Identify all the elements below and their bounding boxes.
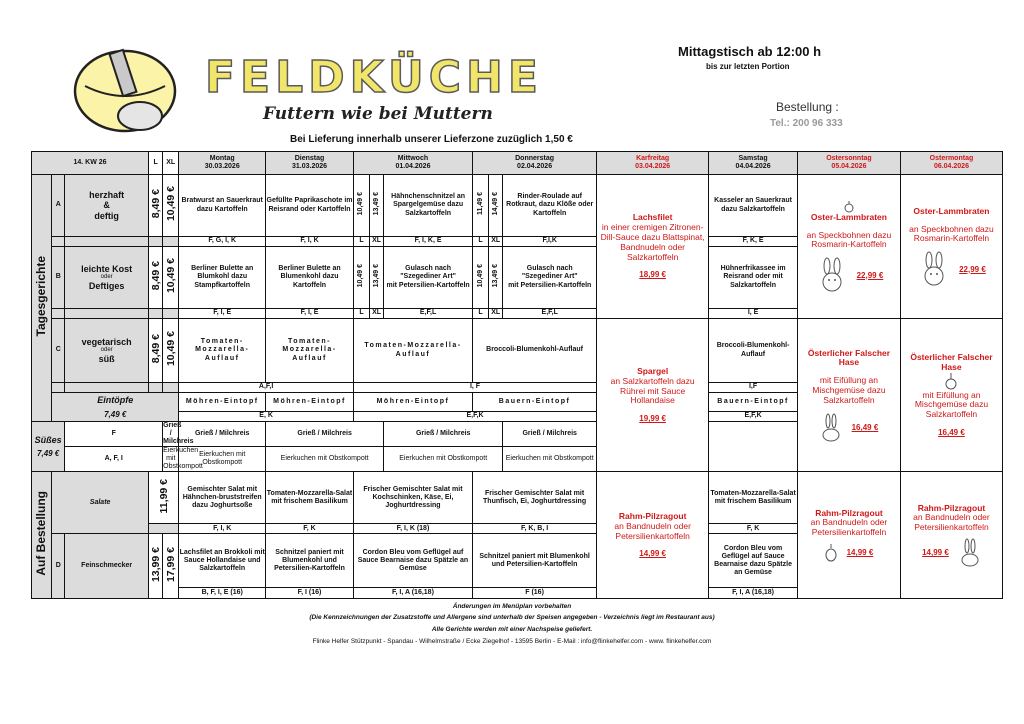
footer-contact: Flinke Helfer Stützpunkt - Spandau - Wilhelmstraße / Ecke Ziegelhof - 13595 Berlin - E-Mail : info@flinkehelfer.com - www. flinkehelfer.com — [312, 638, 712, 645]
price-a-wed-l: 10,49 € — [353, 175, 369, 237]
price-a-xl: 10,49 € — [163, 175, 179, 237]
table-row — [32, 472, 1003, 524]
price-c-l: 8,49 € — [149, 319, 163, 383]
category-a-name: herzhaft & deftig — [65, 175, 149, 237]
dish-salat-monday: Gemischter Salat mit Hähnchen-bruststreifen dazu Joghurtsoße — [179, 472, 266, 524]
allergen-row: B, F, I, E (16) F, I (16) F, I, A (16,18) F (16) F, I, A (16,18) — [32, 588, 1003, 599]
bunny-icon — [815, 258, 849, 292]
special-eastermonday-lamb: Oster-Lammbraten an Speckbohnen dazu Rosmarin-Kartoffeln 22,99 € — [900, 175, 1002, 319]
dish-eintopf-thursday: Bauern-Eintopf — [473, 393, 597, 412]
dish-c-saturday: Broccoli-Blumenkohl-Auflauf — [709, 319, 798, 383]
footer-allergens: (Die Kennzeichnungen der Zusatzstoffe und Allergene sind unterhalb der Speisen angegeben - Verzeichnis liegt im Restaurant aus) — [309, 614, 715, 621]
price-a-thu-l: 11,49 € — [473, 175, 489, 237]
table-row — [32, 175, 1003, 237]
dish-suess-top-tuesday: Grieß / Milchreis — [179, 422, 266, 447]
dish-salat-wednesday: Frischer Gemischter Salat mit Kochschinken, Käse, Ei, Joghurtdressing — [353, 472, 472, 524]
dish-a-wednesday: Hähnchenschnitzel an Spargelgemüse dazu Salzkartoffeln — [384, 175, 473, 237]
dish-suess-top-thursday: Grieß / Milchreis — [384, 422, 503, 447]
special-eastersunday-pilz: Rahm-Pilzragout an Bandnudeln oder Petersilienkartoffeln 14,99 € — [797, 472, 900, 599]
dish-suess-bottom-saturday: Eierkuchen mit Obstkompott — [503, 447, 597, 472]
category-eintopf: Eintöpfe 7,49 € — [52, 393, 179, 422]
dish-eintopf-tuesday: Möhren-Eintopf — [266, 393, 354, 412]
allergen-row: F, G, I, K F, I, K L XL F, I, K, E L XL F,I,K F, K, E — [32, 237, 1003, 247]
dish-c-thursday: Broccoli-Blumenkohl-Auflauf — [473, 319, 597, 383]
dish-salat-saturday: Tomaten-Mozzarella-Salat mit frischem Basilikum — [709, 472, 798, 524]
dish-c-monday: Tomaten-Mozzarella-Auflauf — [179, 319, 266, 383]
lunch-subtitle: bis zur letzten Portion — [706, 62, 790, 71]
dish-eintopf-saturday: Bauern-Eintopf — [709, 393, 798, 412]
footer-dessert: Alle Gerichte werden mit einer Nachspeise geliefert. — [431, 626, 593, 633]
category-b-name: leichte Kost oder Deftiges — [65, 247, 149, 309]
day-header-thursday: Donnerstag 02.04.2026 — [473, 152, 597, 175]
dish-d-tuesday: Schnitzel paniert mit Blumenkohl und Petersilien-Kartoffeln — [266, 534, 354, 588]
side-label-order: Auf Bestellung — [32, 472, 52, 599]
order-label: Bestellung : — [776, 100, 839, 114]
special-eastersunday-hase: Österlicher Falscher Hase mit Eifüllung an Mischgemüse dazu Salzkartoffeln 16,49 € — [797, 319, 900, 472]
dish-suess-top-monday: Grieß / Milchreis — [163, 422, 194, 446]
dish-eintopf-wednesday: Möhren-Eintopf — [353, 393, 472, 412]
price-d-xl: 17,99 € — [163, 534, 179, 599]
category-salate: Salate — [52, 472, 149, 534]
special-goodfriday-lachs: Lachsfilet in einer cremigen Zitronen-Dill-Sauce dazu Blattspinat, Bandnudeln oder Salzkartoffeln 18,99 € — [597, 175, 709, 319]
price-a-thu-xl: 14,49 € — [489, 175, 503, 237]
table-row — [32, 319, 1003, 383]
allergen-row: A,F,I I, F I,F — [32, 383, 1003, 393]
special-eastermonday-pilz: Rahm-Pilzragout an Bandnudeln oder Petersilienkartoffeln 14,99 € — [900, 472, 1002, 599]
ornament-icon — [945, 373, 957, 391]
category-suess: Süßes 7,49 € — [32, 422, 65, 472]
size-l-header: L — [149, 152, 163, 175]
dish-a-saturday: Kasseler an Sauerkraut dazu Salzkartoffeln — [709, 175, 798, 237]
price-b-xl: 10,49 € — [163, 247, 179, 309]
price-b-l: 8,49 € — [149, 247, 163, 309]
day-header-goodfriday: Karfreitag 03.04.2026 — [597, 152, 709, 175]
slogan: Futtern wie bei Muttern — [263, 104, 493, 124]
special-eastermonday-hase: Österlicher Falscher Hase mit Eifüllung an Mischgemüse dazu Salzkartoffeln 16,49 € — [900, 319, 1002, 472]
category-d-name: Feinschmecker — [65, 534, 149, 599]
dish-a-thursday: Rinder-Roulade auf Rotkraut, dazu Klöße oder Kartoffeln — [503, 175, 597, 237]
table-header-row — [32, 152, 1003, 175]
ornament-icon — [844, 201, 854, 213]
allergen-row: F, I, E F, I, E L XL E,F,L L XL E,F,L I, E — [32, 309, 1003, 319]
size-xl-header: XL — [163, 152, 179, 175]
dish-b-tuesday: Berliner Bulette an Blumenkohl dazu Kartoffeln — [266, 247, 354, 309]
day-header-eastersunday: Ostersonntag 05.04.2026 — [797, 152, 900, 175]
table-row: Süßes 7,49 € F Grieß / Milchreis Grieß / Milchreis Grieß / Milchreis Grieß / Milchreis Grieß / Milchreis — [32, 422, 1003, 447]
day-header-wednesday: Mittwoch 01.04.2026 — [353, 152, 472, 175]
dish-suess-top-wednesday: Grieß / Milchreis — [266, 422, 384, 447]
dish-a-tuesday: Gefüllte Paprikaschote im Reisrand oder Kartoffeln — [266, 175, 354, 237]
bunny-icon — [959, 539, 981, 567]
day-header-monday: Montag 30.03.2026 — [179, 152, 266, 175]
price-a-wed-xl: 13,49 € — [370, 175, 384, 237]
special-eastersunday-lamb: Oster-Lammbraten an Speckbohnen dazu Rosmarin-Kartoffeln 22,99 € — [797, 175, 900, 319]
special-goodfriday-spargel: Spargel an Salzkartoffeln dazu Rührei mit Sauce Hollandaise 19,99 € — [597, 319, 709, 472]
footer-changes: Änderungen im Menüplan vorbehalten — [452, 603, 572, 610]
price-salate: 11,99 € — [149, 472, 179, 524]
dish-suess-bottom-thursday: Eierkuchen mit Obstkompott — [384, 447, 503, 472]
dish-suess-bottom-wednesday: Eierkuchen mit Obstkompott — [266, 447, 384, 472]
day-header-tuesday: Dienstag 31.03.2026 — [266, 152, 354, 175]
delivery-note: Bei Lieferung innerhalb unserer Lieferzone zuzüglich 1,50 € — [290, 134, 573, 145]
category-letter-b: B — [52, 247, 65, 309]
table-row: A, F, I Eierkuchen mit Obstkompott Eierkuchen mit Obstkompott Eierkuchen mit Obstkompott Eierkuchen mit Obstkompott Eierkuchen mit Obstkompott — [32, 447, 1003, 472]
dish-c-wednesday: Tomaten-Mozzarella-Auflauf — [353, 319, 472, 383]
lunch-title: Mittagstisch ab 12:00 h — [678, 44, 822, 59]
day-header-eastermonday: Ostermontag 06.04.2026 — [900, 152, 1002, 175]
special-goodfriday-pilz: Rahm-Pilzragout an Bandnudeln oder Petersilienkartoffeln 14,99 € — [597, 472, 709, 599]
dish-eintopf-monday: Möhren-Eintopf — [179, 393, 266, 412]
dish-d-monday: Lachsfilet an Brokkoli mit Sauce Hollandaise und Salzkartoffeln — [179, 534, 266, 588]
price-a-l: 8,49 € — [149, 175, 163, 237]
dish-suess-bottom-monday: Eierkuchen mit Obstkompott — [163, 447, 203, 471]
dish-b-thursday: Gulasch nach "Szegediner Art" mit Petersilien-Kartoffeln — [503, 247, 597, 309]
category-letter-a: A — [52, 175, 65, 237]
week-label: 14. KW 26 — [32, 152, 149, 175]
bunny-icon — [820, 414, 842, 442]
day-header-saturday: Samstag 04.04.2026 — [709, 152, 798, 175]
price-b-wed-l: 10,49 € — [353, 247, 369, 309]
dish-salat-tuesday: Tomaten-Mozzarella-Salat mit frischem Basilikum — [266, 472, 354, 524]
brand-name: FELDKÜCHE — [205, 52, 543, 103]
phone-number: Tel.: 200 96 333 — [770, 118, 843, 129]
allergen-row: E, K E,F,K E,F,K — [32, 412, 1003, 422]
category-c-name: vegetarisch oder süß — [65, 319, 149, 383]
price-d-l: 13,99 € — [149, 534, 163, 599]
dish-d-thursday: Schnitzel paniert mit Blumenkohl und Petersilien-Kartoffeln — [473, 534, 597, 588]
dish-suess-bottom-tuesday: Eierkuchen mit Obstkompott — [179, 447, 266, 472]
bunny-icon — [917, 252, 951, 286]
dish-b-monday: Berliner Bulette an Blumkohl dazu Stampfkartoffeln — [179, 247, 266, 309]
dish-b-saturday: Hühnerfrikassee im Reisrand oder mit Salzkartoffeln — [709, 247, 798, 309]
side-label-daily: Tagesgerichte — [32, 175, 52, 422]
price-b-thu-l: 10,49 € — [473, 247, 489, 309]
dish-salat-thursday: Frischer Gemischter Salat mit Thunfisch, Ei, Joghurtdressing — [473, 472, 597, 524]
dish-b-wednesday: Gulasch nach "Szegediner Art" mit Petersilien-Kartoffeln — [384, 247, 473, 309]
dish-d-wednesday: Cordon Bleu vom Geflügel auf Sauce Bearnaise dazu Spätzle an Gemüse — [353, 534, 472, 588]
dish-c-tuesday: Tomaten-Mozzarella-Auflauf — [266, 319, 354, 383]
allergen-row: F, I, K F, K F, I, K (18) F, K, B, I F, K — [32, 524, 1003, 534]
easter-egg-icon — [825, 544, 837, 562]
dish-d-saturday: Cordon Bleu vom Geflügel auf Sauce Bearnaise dazu Spätzle an Gemüse — [709, 534, 798, 588]
dish-a-monday: Bratwurst an Sauerkraut dazu Kartoffeln — [179, 175, 266, 237]
menu-table — [31, 151, 1003, 599]
dish-suess-top-saturday: Grieß / Milchreis — [503, 422, 597, 447]
price-c-xl: 10,49 € — [163, 319, 179, 383]
category-letter-c: C — [52, 319, 65, 383]
price-b-wed-xl: 13,49 € — [370, 247, 384, 309]
price-b-thu-xl: 13,49 € — [489, 247, 503, 309]
kettle-logo-icon — [70, 46, 180, 136]
category-letter-d: D — [52, 534, 65, 599]
